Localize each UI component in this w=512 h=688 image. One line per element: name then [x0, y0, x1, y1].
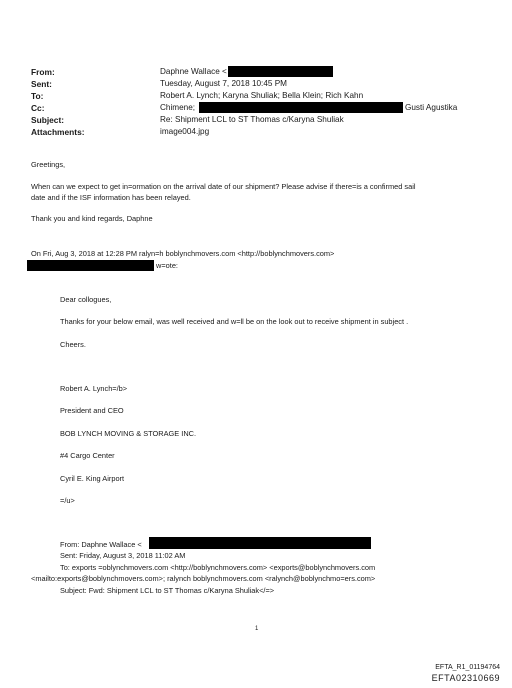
redaction-block	[27, 260, 154, 271]
subject-value: Re: Shipment LCL to ST Thomas c/Karyna Shuliak	[160, 115, 344, 124]
body-line: date and if the ISF information has been relayed.	[31, 193, 191, 202]
fwd-to: To: exports =oblynchmovers.com <http://boblynchmovers.com> <exports@boblynchmovers.com	[60, 563, 376, 572]
to-label: To:	[31, 91, 44, 101]
fwd-from: From: Daphne Wallace <	[60, 540, 142, 549]
from-value: Daphne Wallace <	[160, 67, 227, 76]
attachments-label: Attachments:	[31, 127, 85, 137]
page-number: 1	[255, 626, 259, 632]
redaction-block	[228, 66, 333, 77]
salutation: Dear collogues,	[60, 295, 112, 304]
greeting: Greetings,	[31, 160, 66, 169]
from-label: From:	[31, 67, 55, 77]
to-value: Robert A. Lynch; Karyna Shuliak; Bella Klein; Rich Kahn	[160, 91, 364, 100]
quote-wrote: w=ote:	[156, 261, 178, 270]
fwd-to-cont: <mailto:exports@boblynchmovers.com>; ralynch boblynchmovers.com <ralynch@boblynchmo=ers.com>	[31, 574, 376, 583]
signature-address: Cyril E. King Airport	[60, 474, 125, 483]
subject-label: Subject:	[31, 115, 65, 125]
quote-header: On Fri, Aug 3, 2018 at 12:28 PM ralyn=h boblynchmovers.com <http://boblynchmovers.com>	[31, 249, 335, 258]
sign-off: Thank you and kind regards, Daphne	[31, 214, 153, 223]
signature-title: President and CEO	[60, 406, 124, 415]
signature-end: =/u>	[60, 496, 75, 505]
cc-value-start: Chimene;	[160, 103, 196, 112]
sent-label: Sent:	[31, 79, 52, 89]
quote-closing: Cheers.	[60, 340, 86, 349]
signature-company: BOB LYNCH MOVING & STORAGE INC.	[60, 429, 197, 438]
sent-value: Tuesday, August 7, 2018 10:45 PM	[160, 79, 287, 88]
fwd-sent: Sent: Friday, August 3, 2018 11:02 AM	[60, 551, 186, 560]
fwd-subject: Subject: Fwd: Shipment LCL to ST Thomas c/Karyna Shuliak</=>	[60, 586, 275, 595]
attachments-value: image004.jpg	[160, 127, 210, 136]
document-id: EFTA_R1_01194764	[435, 664, 500, 671]
cc-label: Cc:	[31, 103, 45, 113]
redaction-block	[199, 102, 403, 113]
signature-address: #4 Cargo Center	[60, 451, 115, 460]
document-id: EFTA02310669	[431, 673, 500, 683]
redaction-block	[149, 537, 371, 549]
quote-body-line: Thanks for your below email, was well received and w=ll be on the look out to receive shipment in subject .	[60, 317, 409, 326]
body-line: When can we expect to get in=ormation on the arrival date of our shipment? Please advise if there=is a confirmed sail	[31, 182, 416, 191]
signature-name: Robert A. Lynch=/b>	[60, 384, 128, 393]
cc-value-end: Gusti Agustika	[405, 103, 458, 112]
